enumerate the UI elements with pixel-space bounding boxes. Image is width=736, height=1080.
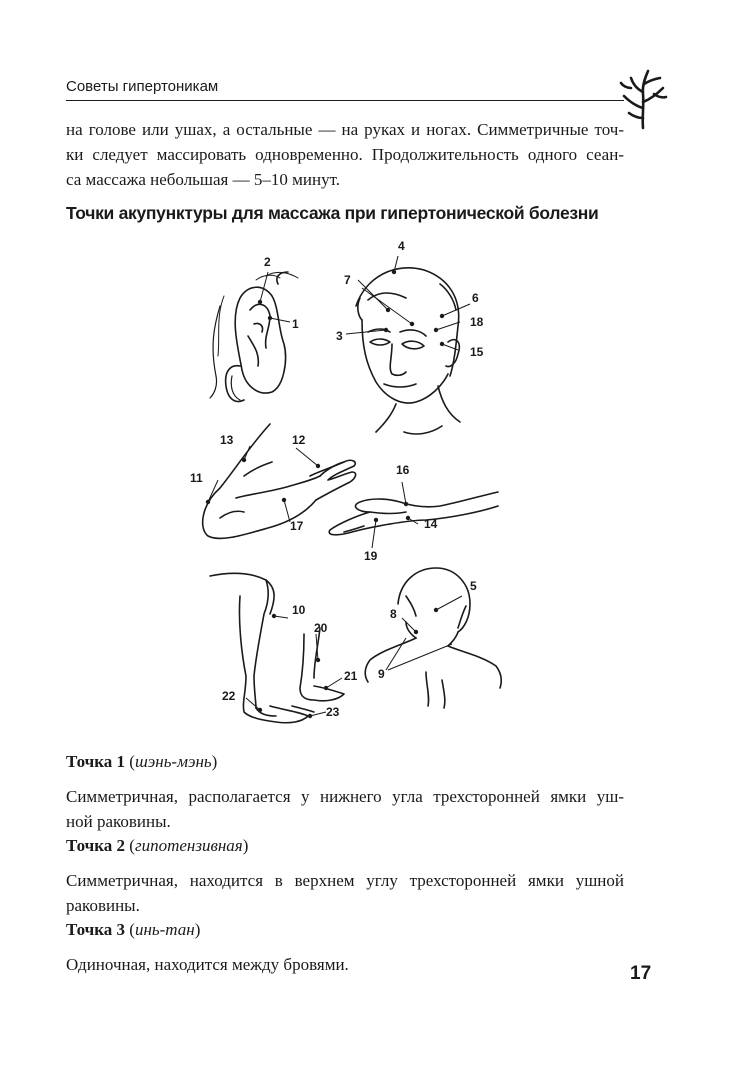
figure-label: 4: [398, 239, 405, 253]
intro-line: на голове или ушах, а остальные — на руках и ногах. Симметричные точ-: [66, 120, 624, 139]
figure-label: 23: [326, 705, 340, 719]
face-drawing: [356, 268, 460, 434]
point-name-close: ): [211, 752, 218, 771]
point-name-close: ): [194, 920, 201, 939]
point-3-description: [66, 952, 624, 977]
figure-label: 11: [190, 471, 203, 485]
point-2-description: [66, 868, 624, 918]
acupuncture-points-illustration: [180, 236, 510, 736]
intro-line: ки следует массировать одновременно. Продолжительность одного сеан-: [66, 145, 624, 164]
intro-line: са массажа небольшая — 5–10 минут.: [66, 170, 340, 189]
figure-label: 10: [292, 603, 306, 617]
figure-label: 2: [264, 255, 271, 269]
figure-label: 15: [470, 345, 484, 359]
figure-label: 16: [396, 463, 410, 477]
figure-label: 8: [390, 607, 397, 621]
point-name-close: ): [242, 836, 249, 855]
point-title-number: Точка 2: [66, 836, 126, 855]
leader-lines: [208, 256, 470, 719]
point-name-open: (: [125, 836, 135, 855]
description-line: Симметричная, находится в верхнем углу трехсторонней ямки ушной: [66, 871, 624, 890]
figure-label: 5: [470, 579, 477, 593]
figure-label: 3: [336, 329, 343, 343]
figure-label: 20: [314, 621, 328, 635]
figure-label: 18: [470, 315, 484, 329]
point-name-open: (: [125, 920, 135, 939]
point-2-title: [66, 836, 248, 856]
description-line: ной раковины.: [66, 812, 171, 831]
branch-ornament-icon: [618, 68, 668, 130]
figure-label: 6: [472, 291, 479, 305]
figure-label: 17: [290, 519, 304, 533]
running-header-title: Советы гипертоникам: [66, 78, 219, 95]
figure-label: 1: [292, 317, 299, 331]
point-3-title: [66, 920, 200, 940]
figure-label: 9: [378, 667, 385, 681]
point-name-open: (: [125, 752, 135, 771]
illustration-drawing: [180, 236, 510, 736]
point-name: инь-тан: [134, 920, 195, 939]
figure-label: 22: [222, 689, 236, 703]
intro-paragraph: [66, 117, 624, 192]
arms-drawing: [203, 424, 498, 538]
figure-label: 7: [344, 273, 351, 287]
description-line: раковины.: [66, 896, 140, 915]
figure-label: 13: [220, 433, 234, 447]
figure-label: 21: [344, 669, 358, 683]
description-line: Симметричная, располагается у нижнего угла трехсторонней ямки уш-: [66, 787, 624, 806]
header-rule: [66, 100, 624, 101]
point-name: гипотензивная: [134, 836, 243, 855]
description-line: Одиночная, находится между бровями.: [66, 955, 349, 974]
point-name: шэнь-мэнь: [134, 752, 212, 771]
figure-label: 12: [292, 433, 306, 447]
ear-drawing: [210, 272, 298, 401]
point-title-number: Точка 1: [66, 752, 126, 771]
point-1-description: [66, 784, 624, 834]
neck-back-drawing: [365, 568, 501, 708]
page-number: 17: [630, 963, 652, 984]
figure-label: 19: [364, 549, 378, 563]
section-heading: Точки акупунктуры для массажа при гипертонической болезни: [66, 203, 599, 223]
point-1-title: [66, 752, 217, 772]
figure-label: 14: [424, 517, 438, 531]
point-title-number: Точка 3: [66, 920, 126, 939]
